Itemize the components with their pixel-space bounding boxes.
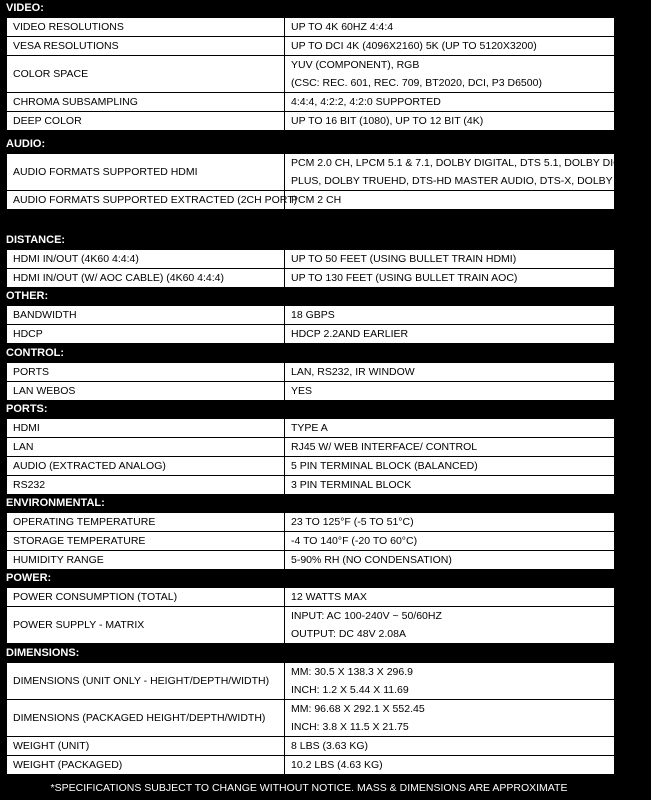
spec-value-line: PCM 2 CH (291, 194, 342, 206)
spec-label: VIDEO RESOLUTIONS (7, 18, 285, 37)
spec-row (7, 663, 615, 700)
section-header-distance: DISTANCE: (6, 234, 66, 246)
spec-value (285, 419, 615, 438)
environmental-table (6, 512, 615, 570)
spec-row (7, 700, 615, 737)
section-header-control: CONTROL: (6, 347, 65, 359)
spec-label: RS232 (7, 476, 285, 495)
dimensions-table (6, 662, 615, 775)
spec-value-line: 3 PIN TERMINAL BLOCK (291, 479, 412, 491)
spec-label: CHROMA SUBSAMPLING (7, 93, 285, 112)
spec-value (285, 700, 615, 737)
spec-value-line: (CSC: REC. 601, REC. 709, BT2020, DCI, P3 D6500) (291, 77, 542, 89)
spec-row (7, 438, 615, 457)
spec-label: POWER SUPPLY - MATRIX (7, 607, 285, 644)
spec-label: HDMI IN/OUT (4K60 4:4:4) (7, 250, 285, 269)
spec-value (285, 663, 615, 700)
power-table (6, 587, 615, 644)
spec-row (7, 607, 615, 644)
spec-value-line: 10.2 LBS (4.63 KG) (291, 759, 383, 771)
spec-value-line: UP TO 50 FEET (USING BULLET TRAIN HDMI) (291, 253, 517, 265)
other-table (6, 305, 615, 344)
spec-value (285, 588, 615, 607)
section-header-power: POWER: (6, 572, 52, 584)
spec-value-line: 12 WATTS MAX (291, 591, 367, 603)
spec-row (7, 513, 615, 532)
spec-value (285, 607, 615, 644)
spec-value (285, 56, 615, 93)
section-header-audio: AUDIO: (6, 138, 46, 150)
spec-value-line: INCH: 3.8 X 11.5 X 21.75 (291, 721, 409, 733)
spec-row (7, 588, 615, 607)
spec-label: DIMENSIONS (PACKAGED HEIGHT/DEPTH/WIDTH) (7, 700, 285, 737)
spec-value (285, 154, 651, 191)
spec-value-line: RJ45 W/ WEB INTERFACE/ CONTROL (291, 441, 478, 453)
spec-row (7, 419, 615, 438)
distance-table (6, 249, 615, 288)
spec-value (285, 476, 615, 495)
spec-label: OPERATING TEMPERATURE (7, 513, 285, 532)
spec-value (285, 306, 615, 325)
spec-row (7, 551, 615, 570)
spec-label: VESA RESOLUTIONS (7, 37, 285, 56)
spec-value (285, 325, 615, 344)
spec-value-line: LAN, RS232, IR WINDOW (291, 366, 415, 378)
spec-value-line: UP TO DCI 4K (4096X2160) 5K (UP TO 5120X3200) (291, 40, 537, 52)
spec-value-line: INCH: 1.2 X 5.44 X 11.69 (291, 684, 409, 696)
spec-value-line: YES (291, 385, 313, 397)
spec-value (285, 112, 615, 131)
spec-value (285, 457, 615, 476)
spec-row (7, 37, 615, 56)
spec-value (285, 250, 615, 269)
spec-value (285, 438, 615, 457)
spec-value (285, 191, 615, 210)
spec-row (7, 457, 615, 476)
audio-table (6, 153, 651, 210)
spec-label: PORTS (7, 363, 285, 382)
spec-value (285, 363, 615, 382)
spec-row (7, 56, 615, 93)
spec-label: LAN WEBOS (7, 382, 285, 401)
spec-value-line: OUTPUT: DC 48V 2.08A (291, 628, 406, 640)
spec-value-line: -4 TO 140°F (-20 TO 60°C) (291, 535, 418, 547)
spec-value (285, 756, 615, 775)
spec-row (7, 476, 615, 495)
spec-value-line: MM: 96.68 X 292.1 X 552.45 (291, 703, 425, 715)
spec-row (7, 382, 615, 401)
footer-disclaimer: *SPECIFICATIONS SUBJECT TO CHANGE WITHOUT NOTICE. MASS & DIMENSIONS ARE APPROXIMATE (50, 782, 568, 794)
spec-row (7, 325, 615, 344)
spec-row (7, 18, 615, 37)
spec-label: AUDIO FORMATS SUPPORTED HDMI (7, 154, 285, 191)
spec-label: HDMI (7, 419, 285, 438)
spec-label: POWER CONSUMPTION (TOTAL) (7, 588, 285, 607)
spec-label: WEIGHT (PACKAGED) (7, 756, 285, 775)
section-header-video: VIDEO: (6, 2, 44, 14)
spec-row (7, 532, 615, 551)
spec-row (7, 250, 615, 269)
spec-value-line: 18 GBPS (291, 309, 335, 321)
spec-value-line: 5-90% RH (NO CONDENSATION) (291, 554, 452, 566)
spec-value-line: UP TO 130 FEET (USING BULLET TRAIN AOC) (291, 272, 518, 284)
spec-value-line: 4:4:4, 4:2:2, 4:2:0 SUPPORTED (291, 96, 441, 108)
spec-row (7, 112, 615, 131)
spec-label: STORAGE TEMPERATURE (7, 532, 285, 551)
video-table (6, 17, 615, 131)
spec-value-line: PLUS, DOLBY TRUEHD, DTS-HD MASTER AUDIO, DTS-X, DOLBY ATMOS (291, 175, 651, 187)
spec-value-line: 5 PIN TERMINAL BLOCK (BALANCED) (291, 460, 478, 472)
spec-row (7, 737, 615, 756)
spec-value (285, 382, 615, 401)
spec-value-line: 8 LBS (3.63 KG) (291, 740, 369, 752)
spec-value (285, 513, 615, 532)
spec-label: HDMI IN/OUT (W/ AOC CABLE) (4K60 4:4:4) (7, 269, 285, 288)
spec-value (285, 551, 615, 570)
spec-value (285, 18, 615, 37)
spec-label: BANDWIDTH (7, 306, 285, 325)
spec-value-line: UP TO 4K 60HZ 4:4:4 (291, 21, 394, 33)
section-header-other: OTHER: (6, 290, 49, 302)
spec-label: DIMENSIONS (UNIT ONLY - HEIGHT/DEPTH/WIDTH) (7, 663, 285, 700)
spec-value (285, 93, 615, 112)
spec-row (7, 363, 615, 382)
spec-label: HDCP (7, 325, 285, 344)
spec-label: AUDIO (EXTRACTED ANALOG) (7, 457, 285, 476)
spec-value-line: 23 TO 125°F (-5 TO 51°C) (291, 516, 414, 528)
spec-value (285, 269, 615, 288)
spec-label: LAN (7, 438, 285, 457)
spec-row (7, 306, 615, 325)
spec-value-line: YUV (COMPONENT), RGB (291, 59, 420, 71)
spec-value (285, 532, 615, 551)
section-header-environmental: ENVIRONMENTAL: (6, 497, 105, 509)
section-header-ports: PORTS: (6, 403, 48, 415)
spec-row (7, 93, 615, 112)
spec-value-line: MM: 30.5 X 138.3 X 296.9 (291, 666, 413, 678)
spec-label: COLOR SPACE (7, 56, 285, 93)
spec-value-line: UP TO 16 BIT (1080), UP TO 12 BIT (4K) (291, 115, 484, 127)
spec-row (7, 269, 615, 288)
spec-label: DEEP COLOR (7, 112, 285, 131)
ports-table (6, 418, 615, 495)
spec-label: HUMIDITY RANGE (7, 551, 285, 570)
spec-label: WEIGHT (UNIT) (7, 737, 285, 756)
spec-label: AUDIO FORMATS SUPPORTED EXTRACTED (2CH PORT) (7, 191, 285, 210)
spec-value-line: HDCP 2.2AND EARLIER (291, 328, 409, 340)
spec-row (7, 154, 615, 191)
section-header-dimensions: DIMENSIONS: (6, 647, 80, 659)
spec-row (7, 191, 615, 210)
control-table (6, 362, 615, 401)
spec-value (285, 737, 615, 756)
spec-value-line: INPUT: AC 100-240V ~ 50/60HZ (291, 610, 442, 622)
spec-row (7, 756, 615, 775)
spec-value-line: TYPE A (291, 422, 328, 434)
spec-value-line: PCM 2.0 CH, LPCM 5.1 & 7.1, DOLBY DIGITAL, DTS 5.1, DOLBY DIGITAL (291, 157, 643, 169)
spec-value (285, 37, 615, 56)
